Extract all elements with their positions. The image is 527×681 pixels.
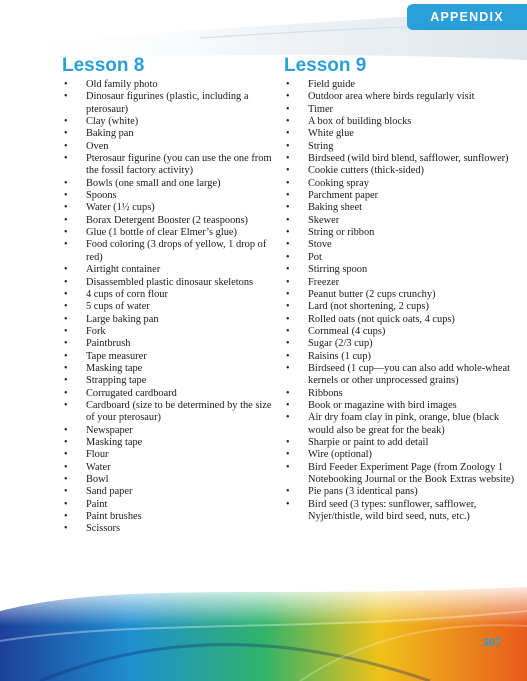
- list-item: • Wire (optional): [284, 449, 524, 461]
- appendix-tab: APPENDIX: [407, 4, 527, 30]
- lesson-9-title: Lesson 9: [284, 55, 367, 76]
- lesson-8-materials-list: [62, 79, 272, 536]
- lesson-9-column: [284, 55, 524, 523]
- list-item: • Cookie cutters (thick-sided): [284, 165, 524, 177]
- list-item: • Cornmeal (4 cups): [284, 326, 524, 338]
- list-item: • Glue (1 bottle of clear Elmer’s glue): [62, 227, 272, 239]
- list-item: • Baking sheet: [284, 202, 524, 214]
- list-item: • Spoons: [62, 190, 272, 202]
- list-item: • Ribbons: [284, 388, 524, 400]
- list-item: • Raisins (1 cup): [284, 351, 524, 363]
- list-item: • Paintbrush: [62, 338, 272, 350]
- list-item: • Strapping tape: [62, 375, 272, 387]
- list-item: • Pie pans (3 identical pans): [284, 486, 524, 498]
- list-item: • Skewer: [284, 215, 524, 227]
- list-item: • Bird seed (3 types: sunflower, safflower, Nyjer/thistle, wild bird seed, nuts, etc.): [284, 499, 524, 524]
- list-item: • Paint brushes: [62, 511, 272, 523]
- list-item: • Oven: [62, 141, 272, 153]
- list-item: • Clay (white): [62, 116, 272, 128]
- lesson-8-column: [62, 55, 272, 536]
- list-item: • Scissors: [62, 523, 272, 535]
- list-item: • Stove: [284, 239, 524, 251]
- list-item: • Newspaper: [62, 425, 272, 437]
- list-item: • Masking tape: [62, 363, 272, 375]
- list-item: • Large baking pan: [62, 314, 272, 326]
- list-item: • Air dry foam clay in pink, orange, blue (black would also be great for the beak): [284, 412, 524, 437]
- list-item: • Birdseed (wild bird blend, safflower, sunflower): [284, 153, 524, 165]
- list-item: • Airtight container: [62, 264, 272, 276]
- list-item: • Pterosaur figurine (you can use the one from the fossil factory activity): [62, 153, 272, 178]
- list-item: • Tape measurer: [62, 351, 272, 363]
- list-item: • Peanut butter (2 cups crunchy): [284, 289, 524, 301]
- list-item: • White glue: [284, 128, 524, 140]
- list-item: • Timer: [284, 104, 524, 116]
- list-item: • Freezer: [284, 277, 524, 289]
- lesson-8-title: Lesson 8: [62, 55, 145, 76]
- list-item: • Fork: [62, 326, 272, 338]
- list-item: • Masking tape: [62, 437, 272, 449]
- list-item: • Cardboard (size to be determined by the size of your pterosaur): [62, 400, 272, 425]
- list-item: • Baking pan: [62, 128, 272, 140]
- list-item: • Outdoor area where birds regularly visit: [284, 91, 524, 103]
- list-item: • Bird Feeder Experiment Page (from Zoology 1 Notebooking Journal or the Book Extras website): [284, 462, 524, 487]
- list-item: • Water: [62, 462, 272, 474]
- list-item: • Dinosaur figurines (plastic, including a pterosaur): [62, 91, 272, 116]
- list-item: • Rolled oats (not quick oats, 4 cups): [284, 314, 524, 326]
- list-item: • Book or magazine with bird images: [284, 400, 524, 412]
- list-item: • Water (1½ cups): [62, 202, 272, 214]
- list-item: • Pot: [284, 252, 524, 264]
- list-item: • Sand paper: [62, 486, 272, 498]
- list-item: • Food coloring (3 drops of yellow, 1 drop of red): [62, 239, 272, 264]
- list-item: • Stirring spoon: [284, 264, 524, 276]
- list-item: • String: [284, 141, 524, 153]
- lesson-9-materials-list: [284, 79, 524, 523]
- list-item: • Birdseed (1 cup—you can also add whole-wheat kernels or other unprocessed grains): [284, 363, 524, 388]
- list-item: • Bowls (one small and one large): [62, 178, 272, 190]
- list-item: • Disassembled plastic dinosaur skeletons: [62, 277, 272, 289]
- list-item: • Parchment paper: [284, 190, 524, 202]
- list-item: • A box of building blocks: [284, 116, 524, 128]
- page-number: 307: [482, 637, 501, 649]
- list-item: • Sugar (2/3 cup): [284, 338, 524, 350]
- list-item: • 4 cups of corn flour: [62, 289, 272, 301]
- list-item: • Sharpie or paint to add detail: [284, 437, 524, 449]
- feather-banner-image: [0, 581, 527, 681]
- list-item: • Lard (not shortening, 2 cups): [284, 301, 524, 313]
- list-item: • Bowl: [62, 474, 272, 486]
- list-item: • 5 cups of water: [62, 301, 272, 313]
- list-item: • Borax Detergent Booster (2 teaspoons): [62, 215, 272, 227]
- list-item: • Flour: [62, 449, 272, 461]
- list-item: • Corrugated cardboard: [62, 388, 272, 400]
- list-item: • Cooking spray: [284, 178, 524, 190]
- list-item: • Paint: [62, 499, 272, 511]
- list-item: • Field guide: [284, 79, 524, 91]
- list-item: • Old family photo: [62, 79, 272, 91]
- list-item: • String or ribbon: [284, 227, 524, 239]
